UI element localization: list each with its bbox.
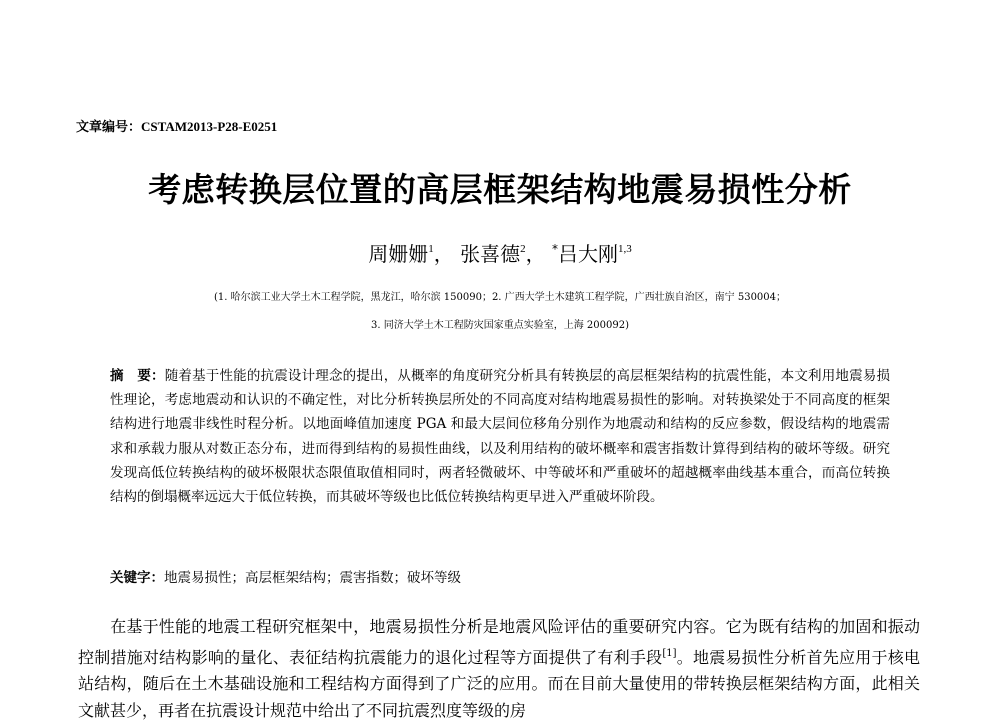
keywords-text: 地震易损性；高层框架结构；震害指数；破坏等级 [164, 570, 461, 586]
citation-ref[interactable]: [1] [662, 647, 677, 659]
author-affil-mark: 2 [520, 243, 526, 255]
abstract-label: 摘 要： [110, 368, 165, 384]
body-text-continued: 。地震易损性分析首先应用于核电站结构，随后在土木基础设施和工程结构方面得到了广泛的应用。而在目前大量使用的带转换层框架结构方面，此相关文献甚少，再者在抗震设计规范中给出了不同抗震烈度等级的房 [78, 647, 920, 720]
author-list [0, 238, 1000, 267]
author-affil-mark: 1,3 [617, 243, 632, 255]
body-text-start: 在基于性能的地震工程研究框架中，地震易损性分析是地震风险评估的重要研究内容。它为既有结构的加固和振动控制措施对结构影响的量化、表征结构抗震能力的退化过程等方面提供了有利手段 [78, 617, 920, 667]
body-paragraph [78, 614, 920, 724]
affiliation-line-1: (1. 哈尔滨工业大学土木工程学院，黑龙江，哈尔滨 150090；2. 广西大学土木建筑工程学院，广西壮族自治区，南宁 530004； [213, 292, 787, 303]
author-affil-mark: 1 [428, 243, 434, 255]
author-name: 张喜德 [460, 242, 521, 266]
abstract [110, 364, 890, 509]
article-id-label: 文章编号： [76, 120, 142, 135]
keywords-label: 关键字： [110, 570, 164, 586]
corresponding-author-mark: * [551, 242, 558, 256]
author-separator: ， [525, 242, 546, 266]
abstract-text: 随着基于性能的抗震设计理念的提出，从概率的角度研究分析具有转换层的高层框架结构的抗震性能，本文利用地震易损性理论，考虑地震动和认识的不确定性，对比分析转换层所处的不同高度对结构地震易损性的影响。对转换梁处于不同高度的框架结构进行地震非线性时程分析。以地面峰值加速度 PGA 和最大层间位移角分别作为地震动和结构的反应参数，假设结构的地震需求和承载力服从对数正态分布，进而得到结构的易损性曲线，以及利用结构的破坏概率和震害指数计算得到结构的破坏等级。研究发现高低位转换结构的破坏极限状态限值取值相同时，两者轻微破坏、中等破坏和严重破坏的超越概率曲线基本重合，而高位转换结构的倒塌概率远远大于低位转换，而其破坏等级也比低位转换结构更早进入严重破坏阶段。 [110, 368, 890, 506]
author-name: 周姗姗 [368, 242, 429, 266]
author-name: 吕大刚 [557, 242, 618, 266]
paper-title: 考虑转换层位置的高层框架结构地震易损性分析 [148, 170, 852, 209]
article-id-value: CSTAM2013-P28-E0251 [141, 119, 278, 134]
keywords [110, 566, 890, 586]
author-separator: ， [433, 242, 454, 266]
affiliation-line-2: 3. 同济大学土木工程防灾国家重点实验室，上海 200092) [371, 320, 629, 331]
article-id [76, 116, 277, 135]
